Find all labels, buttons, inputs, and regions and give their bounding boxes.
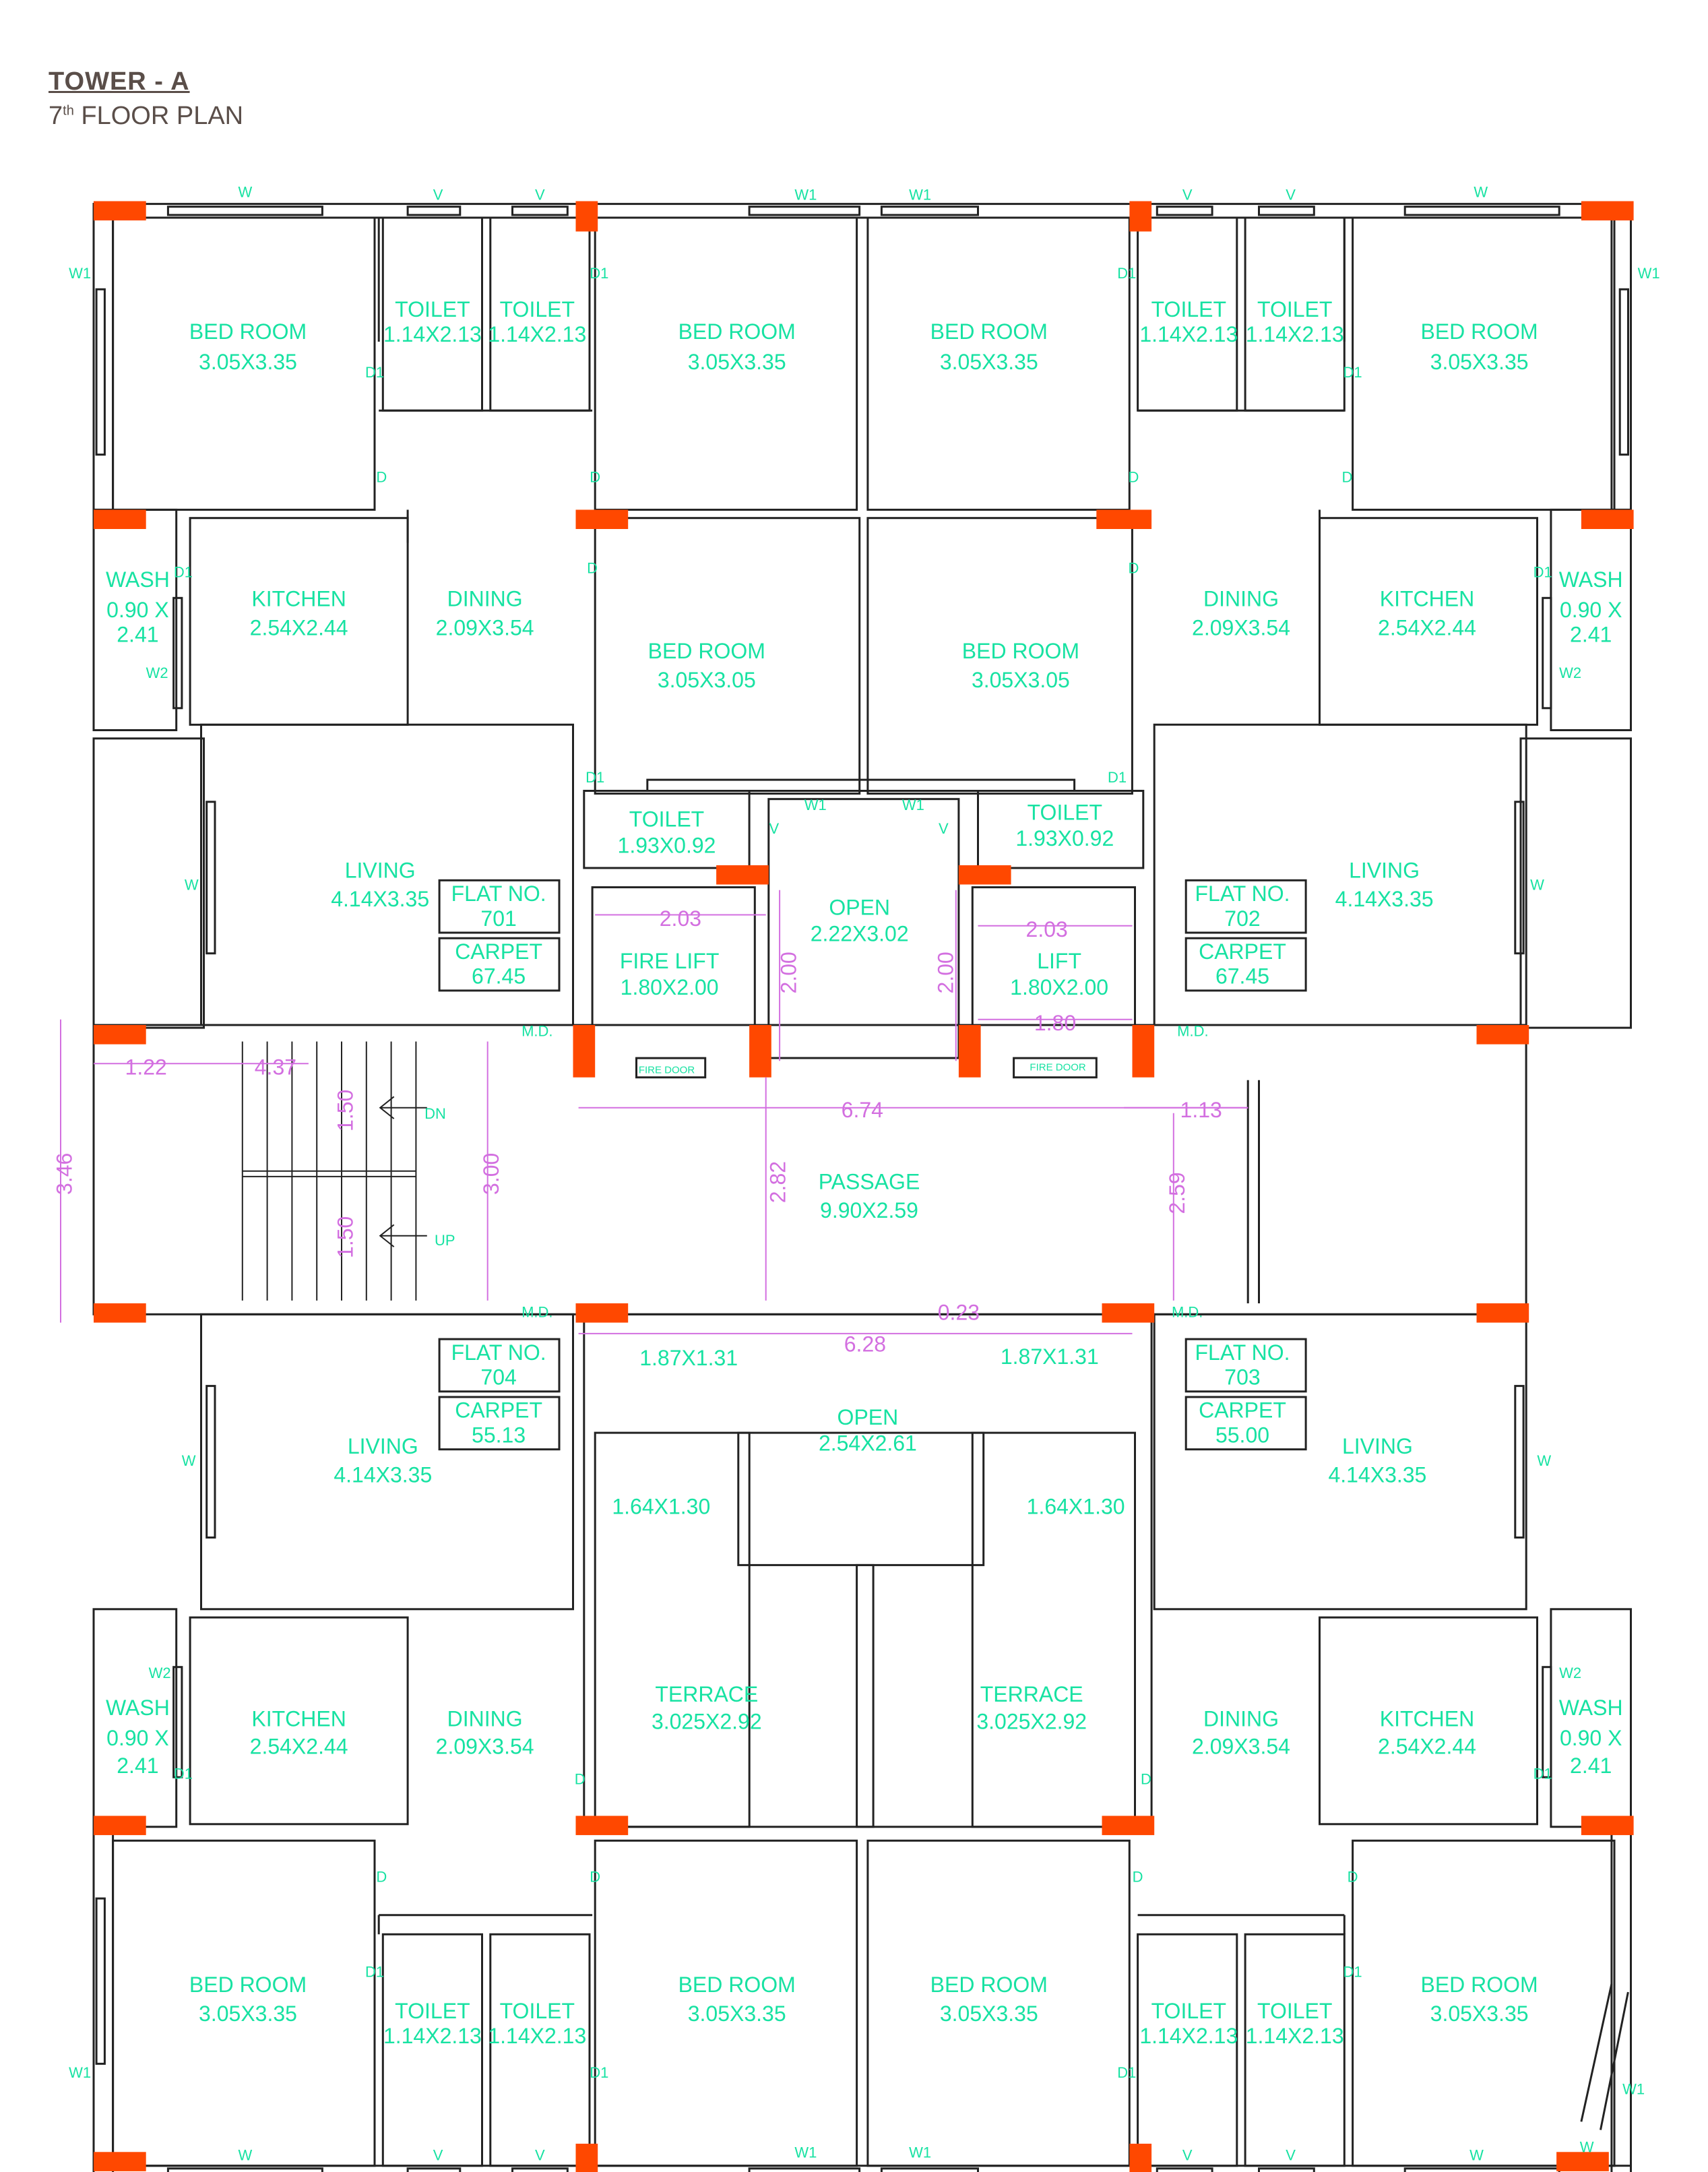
flat-number: 703 [1224, 1365, 1261, 1390]
column [94, 1025, 146, 1045]
tower-name: TOWER - A [49, 67, 190, 96]
opening-label: D1 [1117, 2064, 1137, 2081]
room-name: TOILET [1151, 1999, 1227, 2023]
room-name: DINING [447, 1706, 523, 1731]
opening-label: D1 [1343, 1963, 1362, 1981]
room-dim: 2.09X3.54 [435, 615, 534, 640]
opening-label: W [238, 183, 253, 201]
room-dim: 0.90 X [1559, 597, 1622, 622]
dimension-value: 1.13 [1180, 1098, 1222, 1122]
window [513, 2169, 568, 2172]
room-dim: 3.05X3.35 [199, 349, 297, 374]
window [96, 289, 104, 454]
flat-label: FLAT NO. [451, 881, 546, 906]
dimension-value: 1.50 [333, 1216, 358, 1258]
opening-label: V [1182, 186, 1193, 204]
dimension-value: 0.23 [937, 1300, 980, 1325]
wall [491, 1934, 590, 2166]
room-dim: 3.05X3.05 [971, 668, 1070, 693]
wall [1245, 1934, 1344, 2166]
room-name: PASSAGE [818, 1169, 920, 1194]
room-dim: 2.41 [117, 622, 159, 647]
column [576, 509, 629, 529]
main-door-label: M.D. [1177, 1022, 1209, 1040]
opening-label: W [1469, 2146, 1484, 2164]
stair-down-label: DN [424, 1105, 446, 1122]
flat-label: FLAT NO. [1195, 881, 1290, 906]
column [576, 2144, 598, 2172]
main-door-label: M.D. [521, 1303, 553, 1321]
room-dim: 1.93X0.92 [617, 833, 716, 858]
dimension-value: 2.03 [1025, 917, 1068, 942]
dimension-value: 6.74 [841, 1098, 883, 1122]
room-name: TOILET [629, 807, 705, 832]
opening-label: W1 [69, 2064, 92, 2081]
opening-label: D [590, 1868, 601, 1886]
opening-label: W [1579, 2138, 1594, 2156]
opening-label: V [535, 2146, 545, 2164]
window [1259, 207, 1315, 215]
room-dim: 2.54X2.44 [1378, 1734, 1476, 1759]
room-name: BED ROOM [678, 1973, 796, 1997]
fire-door-label: FIRE DOOR [1030, 1061, 1086, 1074]
window [1620, 289, 1628, 454]
room-dim: 1.14X2.13 [488, 322, 587, 346]
opening-label: D1 [365, 1963, 385, 1981]
opening-label: V [769, 819, 780, 837]
column [94, 201, 146, 221]
window [1543, 1667, 1551, 1778]
area-dim: 1.64X1.30 [612, 1494, 711, 1519]
column [1477, 1303, 1529, 1323]
room-dim: 2.54X2.44 [249, 1734, 348, 1759]
room-dim: 3.05X3.35 [687, 2002, 786, 2026]
room-name: BED ROOM [961, 639, 1080, 664]
opening-label: D1 [1107, 769, 1127, 786]
opening-label: W [1537, 1452, 1552, 1470]
opening-label: W2 [146, 664, 168, 681]
wall [1138, 1934, 1237, 2166]
room-name: TERRACE [980, 1681, 1083, 1706]
room-name: DINING [1203, 586, 1279, 611]
fire-door-label: FIRE DOOR [638, 1064, 695, 1076]
column [573, 1025, 596, 1078]
dimension-value: 2.03 [659, 906, 702, 931]
room-dim: 3.05X3.35 [939, 349, 1038, 374]
room-name: BED ROOM [189, 319, 307, 344]
room-dim: 1.14X2.13 [1245, 2023, 1344, 2048]
room-name: LIVING [347, 1433, 418, 1458]
opening-label: D1 [1533, 1765, 1552, 1782]
room-dim: 3.05X3.35 [199, 2002, 297, 2026]
arrow-up-icon [380, 1224, 427, 1247]
room-dim: 4.14X3.35 [1328, 1462, 1427, 1487]
column [959, 1025, 981, 1078]
opening-label: V [535, 186, 545, 204]
wall [647, 780, 1075, 790]
floor-name: 7th FLOOR PLAN [49, 102, 244, 130]
room-dim: 1.80X2.00 [620, 975, 719, 999]
carpet-area: 55.00 [1215, 1423, 1270, 1448]
window [1157, 2169, 1212, 2172]
room-dim: 2.54X2.44 [1378, 615, 1476, 640]
column [1129, 201, 1151, 232]
room-dim: 1.14X2.13 [383, 2023, 482, 2048]
room-dim: 3.025X2.92 [651, 1709, 762, 1734]
column [716, 865, 769, 885]
room-dim: 2.54X2.61 [818, 1431, 917, 1456]
window [1259, 2169, 1315, 2172]
area-dim: 1.64X1.30 [1026, 1494, 1125, 1519]
room-dim: 2.09X3.54 [1192, 1734, 1290, 1759]
opening-label: D [1341, 468, 1353, 486]
dimension-value: 2.59 [1165, 1172, 1190, 1214]
room-name: LIVING [1341, 1433, 1413, 1458]
carpet-label: CARPET [455, 939, 542, 964]
flat-number: 702 [1224, 906, 1261, 931]
opening-label: W2 [1559, 1665, 1582, 1681]
room-name: TOILET [1257, 297, 1333, 322]
room-dim: 1.93X0.92 [1015, 826, 1114, 851]
flat-label: FLAT NO. [451, 1340, 546, 1365]
room-dim: 2.41 [1570, 1754, 1612, 1778]
room-name: BED ROOM [930, 1973, 1048, 1997]
opening-label: D1 [586, 769, 605, 786]
opening-label: D [1128, 559, 1139, 577]
staircase [243, 1042, 427, 1301]
room-name: LIVING [344, 858, 416, 883]
room-name: BED ROOM [189, 1973, 307, 1997]
column [1102, 1816, 1155, 1836]
dimension-value: 1.22 [125, 1055, 167, 1080]
wall [972, 1433, 1135, 1827]
room-dim: 9.90X2.59 [820, 1198, 918, 1223]
window [1157, 207, 1212, 215]
carpet-label: CARPET [1199, 1398, 1286, 1423]
arrow-down-icon [380, 1096, 427, 1119]
window [174, 1667, 182, 1778]
opening-label: W [184, 876, 199, 894]
room-name: BED ROOM [647, 639, 765, 664]
opening-label: W1 [1622, 2080, 1645, 2098]
room-name: BED ROOM [678, 319, 796, 344]
wall [94, 1025, 1526, 1314]
opening-label: W [1474, 183, 1488, 201]
stair-up-label: UP [435, 1232, 455, 1249]
window [1543, 598, 1551, 708]
room-name: TOILET [499, 297, 575, 322]
room-dim: 2.22X3.02 [810, 921, 909, 946]
opening-label: D [1140, 1770, 1151, 1788]
window [513, 207, 568, 215]
column [576, 201, 598, 232]
window [1515, 802, 1523, 954]
room-name: DINING [1203, 1706, 1279, 1731]
room-dim: 1.14X2.13 [1245, 322, 1344, 346]
dimension-value: 2.00 [933, 952, 958, 994]
room-dim: 1.14X2.13 [1139, 322, 1238, 346]
room-dim: 4.14X3.35 [334, 1462, 433, 1487]
room-name: TOILET [1151, 297, 1227, 322]
room-name: LIVING [1349, 858, 1420, 883]
room-name: LIFT [1037, 949, 1081, 974]
wall [857, 1565, 874, 1826]
column [749, 1025, 771, 1078]
opening-label: D [1132, 1868, 1143, 1886]
wall [584, 1314, 1151, 1827]
room-name: WASH [1558, 567, 1623, 592]
window [96, 1898, 104, 2064]
room-name: KITCHEN [1379, 1706, 1475, 1731]
room-dim: 3.05X3.35 [939, 2002, 1038, 2026]
window [408, 207, 460, 215]
room-dim: 0.90 X [106, 597, 169, 622]
opening-label: W [181, 1452, 196, 1470]
opening-label: W [238, 2146, 253, 2164]
opening-label: D [1347, 1868, 1358, 1886]
room-name: BED ROOM [1420, 319, 1538, 344]
window [168, 207, 322, 215]
room-name: TERRACE [655, 1681, 759, 1706]
window [168, 2169, 322, 2172]
room-name: DINING [447, 586, 523, 611]
opening-label: W [1530, 876, 1544, 894]
column [1102, 1303, 1155, 1323]
dimension-value: 3.46 [52, 1152, 77, 1195]
room-name: KITCHEN [251, 1706, 346, 1731]
room-dim: 0.90 X [1559, 1726, 1622, 1751]
opening-label: D [1128, 468, 1139, 486]
room-name: TOILET [395, 297, 470, 322]
opening-label: D [376, 468, 387, 486]
main-door-label: M.D. [521, 1022, 553, 1040]
opening-label: W1 [794, 186, 817, 204]
window [207, 802, 215, 954]
opening-label: W2 [148, 1665, 171, 1681]
opening-label: V [433, 2146, 443, 2164]
dimension-value: 1.80 [1034, 1011, 1077, 1036]
column [1581, 1816, 1634, 1836]
opening-label: W1 [69, 265, 92, 282]
column [1477, 1025, 1529, 1045]
room-name: TOILET [499, 1999, 575, 2023]
room-dim: 3.05X3.35 [1430, 2002, 1529, 2026]
opening-label: W2 [1559, 664, 1582, 681]
room-name: WASH [1558, 1696, 1623, 1720]
room-dim: 4.14X3.35 [331, 887, 430, 912]
dimension-value: 2.82 [765, 1160, 790, 1204]
room-name: KITCHEN [251, 586, 346, 611]
room-dim: 2.09X3.54 [1192, 615, 1290, 640]
room-name: OPEN [837, 1404, 899, 1429]
window [1405, 207, 1559, 215]
opening-label: V [1286, 2146, 1296, 2164]
carpet-label: CARPET [455, 1398, 542, 1423]
dimension-value: 4.37 [254, 1055, 297, 1080]
opening-label: D1 [590, 2064, 609, 2081]
window [881, 2169, 978, 2172]
carpet-label: CARPET [1199, 939, 1286, 964]
flat-number: 701 [480, 906, 517, 931]
opening-label: D1 [1343, 364, 1362, 381]
room-dim: 1.14X2.13 [383, 322, 482, 346]
room-dim: 1.14X2.13 [488, 2023, 587, 2048]
outer-wall-top [94, 204, 1631, 218]
area-dim: 1.87X1.31 [1000, 1344, 1099, 1369]
opening-label: D1 [173, 563, 193, 581]
dimension-value: 1.50 [333, 1089, 358, 1131]
room-dim: 2.54X2.44 [249, 615, 348, 640]
flat-label: FLAT NO. [1195, 1340, 1290, 1365]
opening-label: W1 [794, 2144, 817, 2161]
room-dim: 3.05X3.35 [1430, 349, 1529, 374]
room-dim: 2.41 [1570, 622, 1612, 647]
opening-label: W1 [804, 797, 827, 814]
dimension-value: 3.00 [479, 1152, 504, 1195]
opening-label: W1 [909, 186, 932, 204]
opening-label: V [939, 819, 949, 837]
column [1581, 201, 1634, 221]
window [1405, 2169, 1559, 2172]
room-dim: 2.09X3.54 [435, 1734, 534, 1759]
column [1129, 2144, 1151, 2172]
room-dim: 3.05X3.05 [657, 668, 756, 693]
opening-label: D1 [365, 364, 385, 381]
main-door-label: M.D. [1171, 1303, 1203, 1321]
room-name: BED ROOM [1420, 1973, 1538, 1997]
room-name: TOILET [1257, 1999, 1333, 2023]
column [94, 2152, 146, 2171]
opening-label: D [376, 1868, 387, 1886]
room-name: BED ROOM [930, 319, 1048, 344]
window [207, 1386, 215, 1538]
carpet-area: 55.13 [472, 1423, 526, 1448]
carpet-area: 67.45 [1215, 964, 1270, 989]
room-dim: 3.05X3.35 [687, 349, 786, 374]
room-name: TOILET [395, 1999, 470, 2023]
opening-label: V [1286, 186, 1296, 204]
room-dim: 1.14X2.13 [1139, 2023, 1238, 2048]
column [1581, 509, 1634, 529]
room-name: WASH [105, 1696, 170, 1720]
wall [383, 1934, 482, 2166]
opening-label: D [587, 559, 598, 577]
dimension-value: 6.28 [844, 1332, 887, 1357]
room-dim: 4.14X3.35 [1335, 887, 1434, 912]
flat-number: 704 [480, 1365, 517, 1390]
room-dim: 0.90 X [106, 1726, 169, 1751]
opening-label: D [574, 1770, 586, 1788]
room-dim: 2.41 [117, 1754, 159, 1778]
opening-label: V [433, 186, 443, 204]
column [94, 1816, 146, 1836]
opening-label: D1 [1533, 563, 1552, 581]
window [881, 207, 978, 215]
column [959, 865, 1011, 885]
area-dim: 1.87X1.31 [639, 1346, 738, 1370]
room-name: KITCHEN [1379, 586, 1475, 611]
opening-label: W1 [909, 2144, 932, 2161]
room-name: TOILET [1027, 800, 1103, 825]
column [1133, 1025, 1155, 1078]
column [94, 509, 146, 529]
dimension-value: 2.00 [776, 952, 801, 994]
wall [595, 1433, 749, 1827]
window [749, 2169, 860, 2172]
window [174, 598, 182, 708]
column [576, 1816, 629, 1836]
room-name: FIRE LIFT [619, 949, 720, 974]
window [749, 207, 860, 215]
opening-label: W1 [1637, 265, 1660, 282]
column [576, 1303, 629, 1323]
opening-label: V [1182, 2146, 1193, 2164]
window [408, 2169, 460, 2172]
window [1515, 1386, 1523, 1538]
room-dim: 1.80X2.00 [1010, 975, 1109, 999]
room-name: WASH [105, 567, 170, 592]
room-name: OPEN [829, 895, 891, 920]
opening-label: D1 [173, 1765, 193, 1782]
opening-label: D1 [590, 265, 609, 282]
opening-label: D1 [1117, 265, 1137, 282]
opening-label: D [590, 468, 601, 486]
column [94, 1303, 146, 1323]
opening-label: W1 [902, 797, 924, 814]
carpet-area: 67.45 [472, 964, 526, 989]
room-dim: 3.025X2.92 [976, 1709, 1087, 1734]
column [1096, 509, 1151, 529]
